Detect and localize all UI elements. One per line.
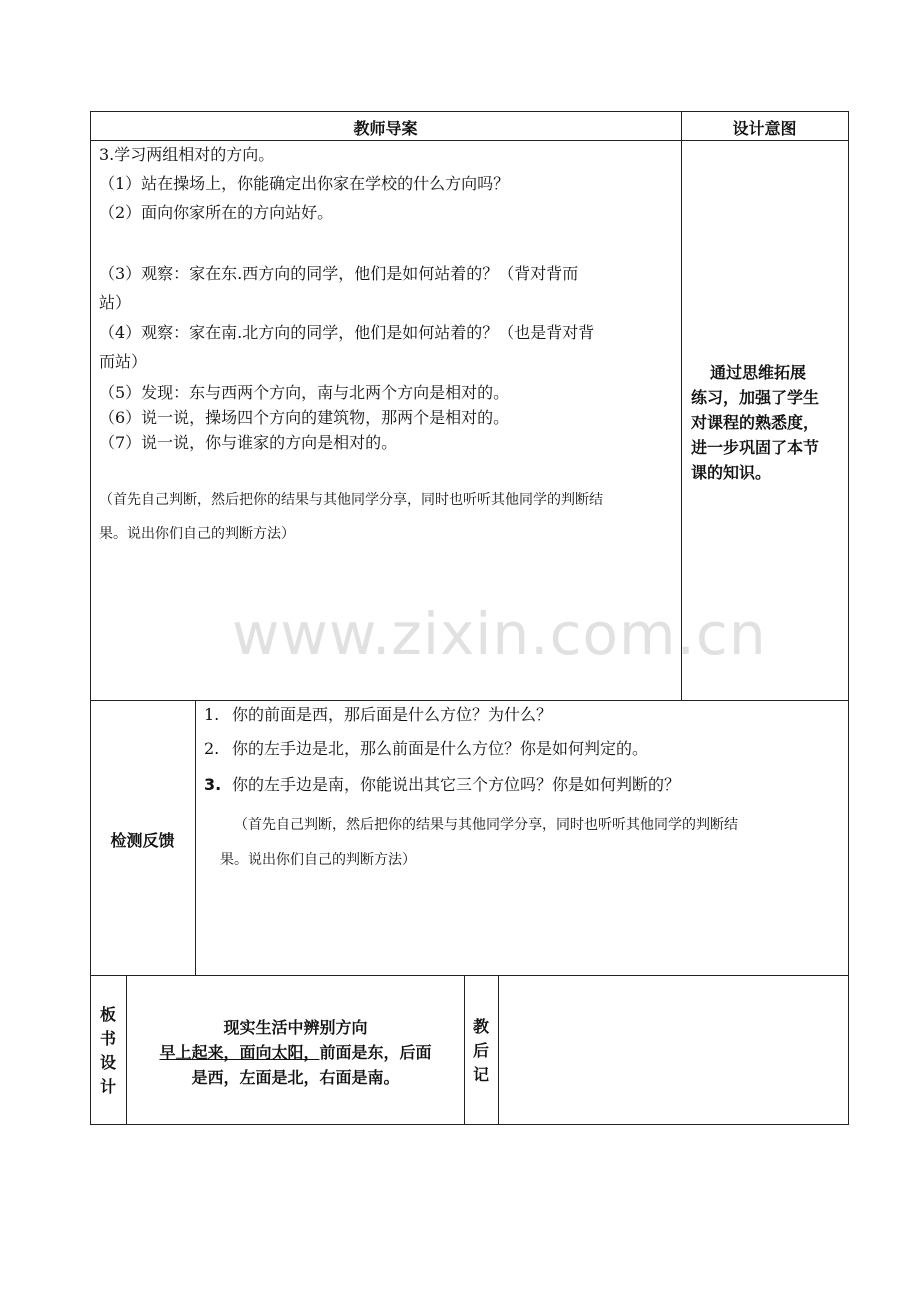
design-intent-line: 课的知识。 (691, 463, 772, 482)
quiz-item-text: 你的左手边是南，你能说出其它三个方位吗？你是如何判断的？ (232, 775, 681, 794)
section1-line: 而站） (99, 352, 148, 371)
board-design-label (90, 1003, 126, 1099)
board-design-char: 设 (99, 1053, 116, 1072)
section1-line: （2）面向你家所在的方向站好。 (99, 203, 334, 222)
after-class-char: 教 (472, 1017, 489, 1036)
section1-line: （5）发现：东与西两个方向，南与北两个方向是相对的。 (99, 383, 510, 402)
board-text: 前面是东，后面 (319, 1043, 432, 1062)
quiz-item-text: 你的前面是西，那后面是什么方位？为什么？ (232, 705, 553, 724)
after-class-label (464, 1015, 498, 1087)
section1-line: 站） (99, 293, 132, 312)
quiz-item (204, 704, 552, 726)
section1-line: 3.学习两组相对的方向。 (99, 145, 275, 164)
section1-note: 果。说出你们自己的判断方法） (99, 526, 295, 542)
board-text: 是西，左面是北，右面是南。 (191, 1068, 400, 1087)
section2-note: 果。说出你们自己的判断方法） (220, 852, 416, 868)
board-content (127, 1015, 464, 1090)
design-intent-text (686, 360, 846, 485)
quiz-item (204, 774, 680, 796)
section1-line: （3）观察：家在东.西方向的同学，他们是如何站着的？（背对背而 (99, 264, 579, 283)
board-design-char: 板 (99, 1005, 116, 1024)
section1-line: （7）说一说，你与谁家的方向是相对的。 (99, 433, 398, 452)
design-intent-line: 进一步巩固了本节 (691, 438, 820, 457)
header-teacher-plan: 教师导案 (353, 119, 418, 138)
quiz-item-number: 2. (204, 739, 220, 758)
after-class-char: 记 (472, 1065, 489, 1084)
watermark: www.zixin.com.cn (232, 600, 767, 668)
quiz-item-text: 你的左手边是北，那么前面是什么方位？你是如何判定的。 (232, 739, 649, 758)
after-class-char: 后 (472, 1041, 489, 1060)
section1-line: （6）说一说，操场四个方向的建筑物，那两个是相对的。 (99, 408, 510, 427)
board-design-char: 计 (99, 1077, 116, 1096)
section2-label: 检测反馈 (110, 831, 175, 850)
board-design-char: 书 (99, 1029, 116, 1048)
header-design-intent: 设计意图 (732, 119, 797, 138)
design-intent-line: 通过思维拓展 (710, 363, 807, 382)
section1-line: （1）站在操场上，你能确定出你家在学校的什么方向吗？ (99, 174, 510, 193)
section1-line: （4）观察：家在南.北方向的同学，他们是如何站着的？（也是背对背 (99, 323, 595, 342)
quiz-item-number: 1. (204, 705, 220, 724)
design-intent-line: 对课程的熟悉度， (691, 413, 820, 432)
quiz-item (204, 738, 648, 760)
board-title: 现实生活中辨别方向 (223, 1018, 368, 1037)
quiz-item-number: 3. (204, 775, 222, 794)
design-intent-line: 练习，加强了学生 (691, 388, 820, 407)
section2-note: （首先自己判断，然后把你的结果与其他同学分享，同时也听听其他同学的判断结 (234, 817, 738, 833)
board-underlined-text: 早上起来，面向太阳， (159, 1043, 320, 1062)
section1-note: （首先自己判断，然后把你的结果与其他同学分享，同时也听听其他同学的判断结 (99, 492, 603, 508)
